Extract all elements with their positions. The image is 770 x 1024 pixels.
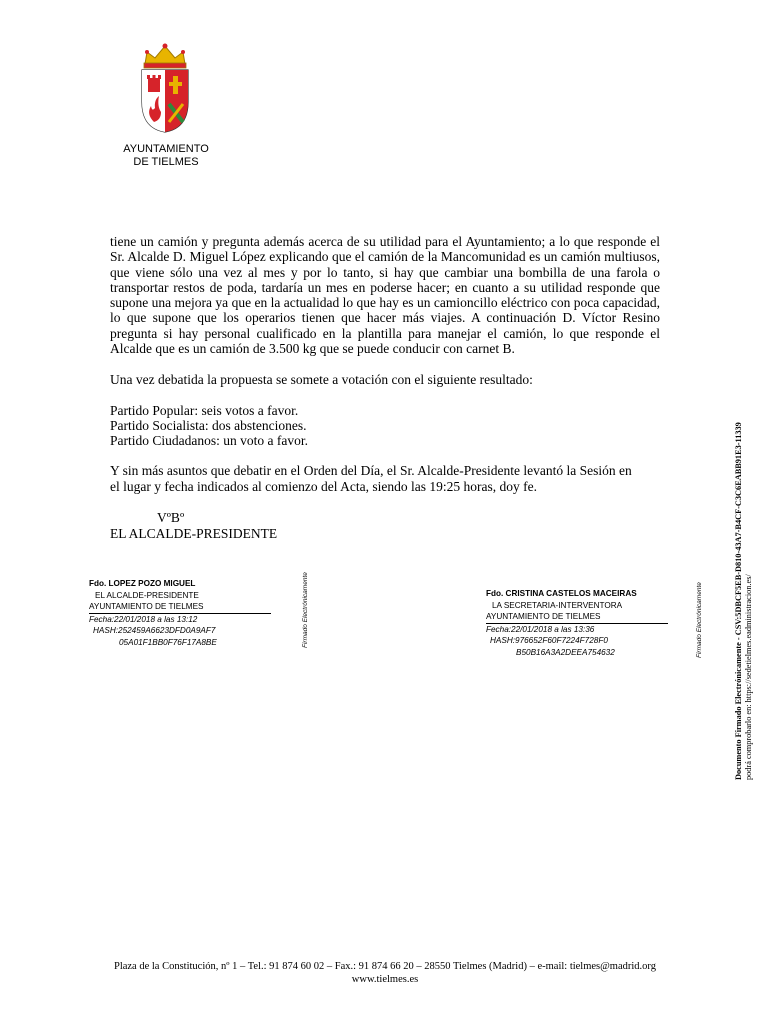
org-line-1: AYUNTAMIENTO [123,143,209,155]
signature-block-left [89,578,271,648]
electronic-signature-stamp-right: Firmado Electrónicamente [696,582,703,658]
paragraph-discussion [110,234,660,356]
page-footer [0,960,770,986]
sign-hash-1: HASH:252459A6623DFD0A9AF7 [93,626,216,635]
vote-line-cs: Partido Ciudadanos: un voto a favor. [110,433,308,448]
vote-line-pp: Partido Popular: seis votos a favor. [110,403,299,418]
signature-block-right [486,588,668,658]
paragraph-vote-intro: Una vez debatida la propuesta se somete a votación con el siguiente resultado: [110,372,533,387]
signer-name: Fdo. LOPEZ POZO MIGUEL [89,579,196,588]
paragraph-text: tiene un camión y pregunta además acerca de su utilidad para el Ayuntamiento; a lo que responde el Sr. Alcalde D. Miguel López explicando que el camión de la Mancomunidad es un camión multiusos, que viene sólo una vez al mes y por lo tanto, si hay que cambiar una bombilla de una farola o transportar restos de poda, tardaría un mes en poderse hacer; en cuanto a su utilidad responde que supone una mejora ya que en la actualidad lo que hay es un camioncillo eléctrico con poca capacidad, lo que supone que los operarios tienen que hacer más viajes. A continuación D. Víctor Resino pregunta si hay personal cualificado en la plantilla para manejar el camión, lo que responde el Alcalde que es un camión de 3.500 kg que se puede conducir con carnet B. [110,234,660,357]
president-label: EL ALCALDE-PRESIDENTE [110,526,278,541]
signer-name: Fdo. CRISTINA CASTELOS MACEIRAS [486,589,637,598]
closing-line-2: el lugar y fecha indicados al comienzo del Acta, siendo las 19:25 horas, doy fe. [110,479,537,494]
vobo-label: VºBº [157,510,185,525]
electronic-signature-stamp-left: Firmado Electrónicamente [302,572,309,648]
sign-date: Fecha:22/01/2018 a las 13:36 [486,624,595,634]
organization-name [100,143,232,169]
vote-line-psoe: Partido Socialista: dos abstenciones. [110,418,307,433]
csv-line: Documento Firmado Electrónicamente - CSV:5DBCF5EB-D810-43A7-B4CF-C3C6EABB91E3-11339 [734,422,743,780]
sign-hash-1: HASH:976652F60F7224F728F0 [490,636,608,645]
sign-date: Fecha:22/01/2018 a las 13:12 [89,614,198,624]
sign-hash-2: B50B16A3A2DEEA754632 [516,647,615,657]
coat-of-arms-logo [137,42,193,134]
csv-verification-stamp [734,422,753,780]
signer-role: LA SECRETARIA-INTERVENTORA [492,600,623,610]
sign-hash-2: 05A01F1BB0F76F17A8BE [119,637,217,647]
org-line-2: DE TIELMES [133,156,199,168]
footer-address: Plaza de la Constitución, nº 1 – Tel.: 91 874 60 02 – Fax.: 91 874 66 20 – 28550 Tielmes (Madrid) – e-mail: tielmes@madrid.org [113,961,656,972]
footer-website: www.tielmes.es [351,974,419,985]
signer-org: AYUNTAMIENTO DE TIELMES [486,611,668,624]
verification-url-line: podrá comprobarlo en: https://sedetielmes.eadministracion.es/ [743,574,753,780]
signer-org: AYUNTAMIENTO DE TIELMES [89,601,271,614]
signer-role: EL ALCALDE-PRESIDENTE [95,590,199,600]
closing-line-1: Y sin más asuntos que debatir en el Orden del Día, el Sr. Alcalde-Presidente levantó la Sesión en [110,463,632,478]
